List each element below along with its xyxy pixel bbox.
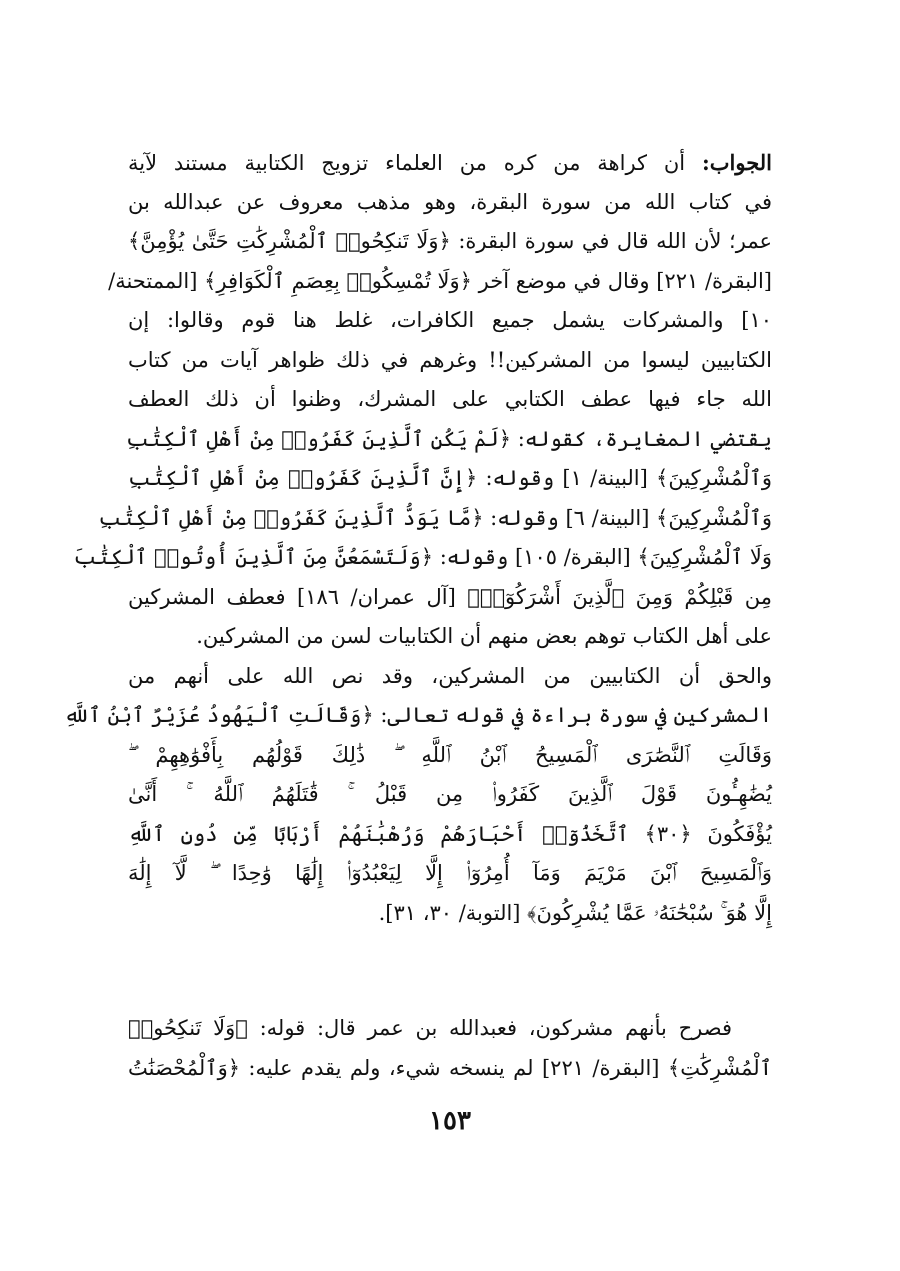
text-line: يُؤْفَكُونَ ﴿٣٠﴾ ٱتَّخَذُوٓا۟ أَحْبَارَهُمْ وَرُهْبَٰنَهُمْ أَرْبَابًا مِّن دُونِ ٱللَّهِ (128, 821, 772, 846)
text-line: والحق أن الكتابيين من المشركين، وقد نص الله على أنهم من (128, 663, 772, 688)
text-line: المشركين في سورة براءة في قوله تعالى: ﴿وَقَالَتِ ٱلْيَهُودُ عُزَيْرٌ ٱبْنُ ٱللَّهِ (63, 703, 772, 727)
text-line: وَٱلْمُشْرِكِينَ﴾ [البينة/ ١] وقوله: ﴿إِنَّ ٱلَّذِينَ كَفَرُوا۟ مِنْ أَهْلِ ٱلْكِتَٰبِ (128, 466, 772, 490)
text-line: [البقرة/ ٢٢١] وقال في موضع آخر ﴿وَلَا تُمْسِكُوا۟ بِعِصَمِ ٱلْكَوَافِرِ﴾ [الممتحنة/ (108, 268, 772, 293)
main-text (63, 143, 773, 933)
text-line: ٱلْمُشْرِكَٰتِ﴾ [البقرة/ ٢٢١] لم ينسخه شيء، ولم يقدم عليه: ﴿وَٱلْمُحْصَنَٰتُ (128, 1055, 772, 1080)
text-line: ١٠] والمشركات يشمل جميع الكافرات، غلط هنا قوم وقالوا: إن (128, 308, 772, 332)
text-line: يُضَٰهِـُٔونَ قَوْلَ ٱلَّذِينَ كَفَرُوا۟ مِن قَبْلُ ۚ قَٰتَلَهُمُ ٱللَّهُ ۚ أَنَّىٰ (128, 782, 772, 806)
text-line: وَٱلْمُشْرِكِينَ﴾ [البينة/ ٦] وقوله: ﴿مَّا يَوَدُّ ٱلَّذِينَ كَفَرُوا۟ مِنْ أَهْلِ ٱلْكِتَٰبِ (98, 505, 772, 530)
text-line: فصرح بأنهم مشركون، فعبدالله بن عمر قال: قوله: ﴿وَلَا تَنكِحُوا۟ (128, 1016, 732, 1040)
text-line: عمر؛ لأن الله قال في سورة البقرة: ﴿وَلَا تَنكِحُوا۟ ٱلْمُشْرِكَٰتِ حَتَّىٰ يُؤْمِنَّ﴾ (128, 229, 772, 253)
answer-label: الجواب: (702, 150, 773, 175)
text-line: الكتابيين ليسوا من المشركين!! وغرهم في ذلك ظواهر آيات من كتاب (128, 347, 772, 372)
text-line: على أهل الكتاب توهم بعض منهم أن الكتابيات لسن من المشركين. (196, 624, 772, 648)
text-line: في كتاب الله من سورة البقرة، وهو مذهب معروف عن عبدالله بن (128, 189, 772, 214)
text-line: وَقَالَتِ ٱلنَّصَٰرَى ٱلْمَسِيحُ ٱبْنُ ٱللَّهِ ۖ ذَٰلِكَ قَوْلُهُم بِأَفْوَٰهِهِمْ ۖ (128, 742, 772, 767)
text-line: إِلَّا هُوَ ۚ سُبْحَٰنَهُۥ عَمَّا يُشْرِكُونَ﴾ [التوبة/ ٣٠، ٣١]. (378, 900, 772, 925)
text-line: الجواب: أن كراهة من كره من العلماء تزويج الكتابية مستند لآية (128, 150, 773, 175)
text-line: يقتضي المغايرة، كقوله: ﴿لَمْ يَكُنِ ٱلَّذِينَ كَفَرُوا۟ مِنْ أَهْلِ ٱلْكِتَٰبِ (125, 426, 772, 451)
text-line: مِن قَبْلِكُمْ وَمِنَ ٱلَّذِينَ أَشْرَكُوٓا۟﴾ [آل عمران/ ١٨٦] فعطف المشركين (128, 584, 772, 609)
text-line: وَلَا ٱلْمُشْرِكِينَ﴾ [البقرة/ ١٠٥] وقوله: ﴿وَلَتَسْمَعُنَّ مِنَ ٱلَّذِينَ أُوتُوا۟ ٱلْكِتَٰبَ (73, 545, 772, 569)
text-line: الله جاء فيها عطف الكتابي على المشرك، وظنوا أن ذلك العطف (128, 387, 772, 411)
continuation-text (128, 1009, 772, 1088)
text-line: وَٱلْمَسِيحَ ٱبْنَ مَرْيَمَ وَمَآ أُمِرُوٓا۟ إِلَّا لِيَعْبُدُوٓا۟ إِلَٰهًا وَٰحِدًا ۖ لَّآ إِلَٰهَ (128, 861, 772, 885)
page-number: ١٥٣ (429, 1106, 471, 1136)
